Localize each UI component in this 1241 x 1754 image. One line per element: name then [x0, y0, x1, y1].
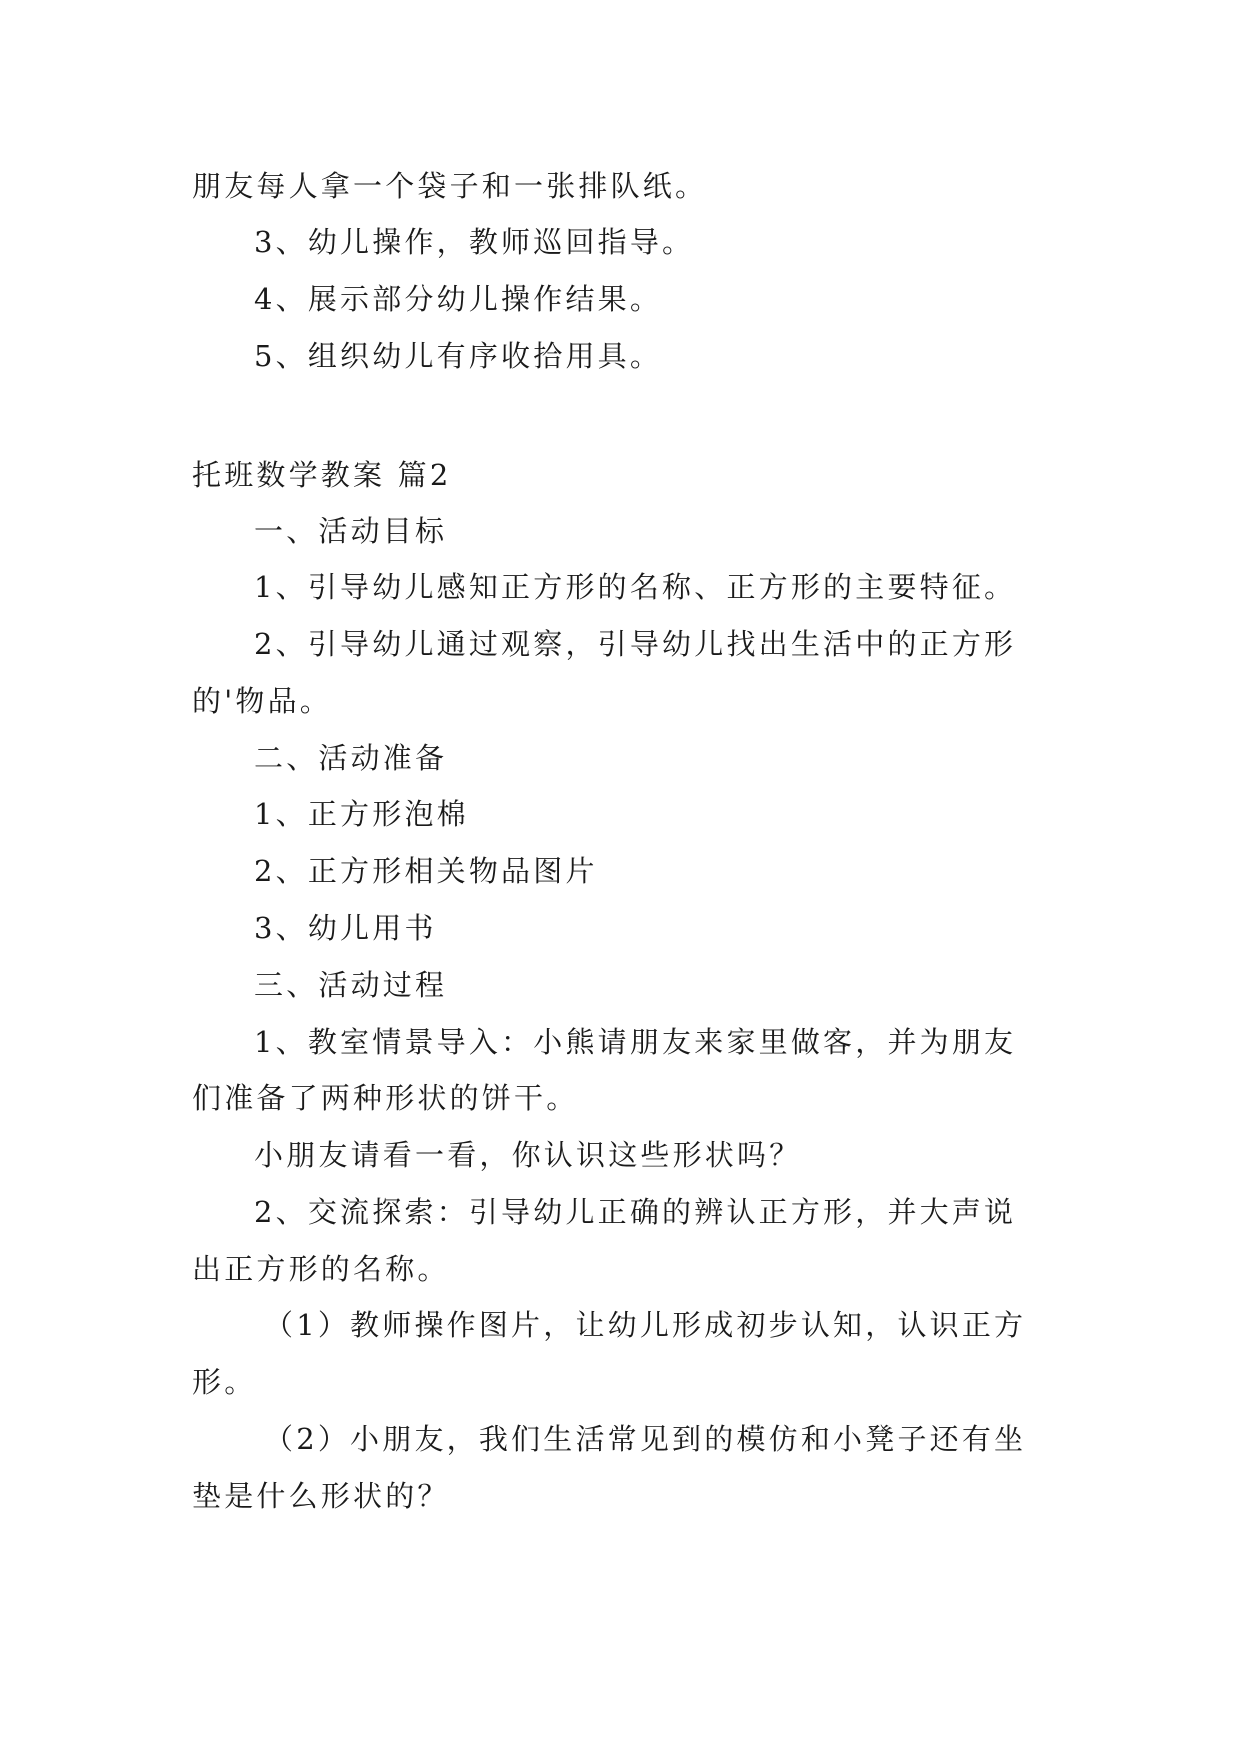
paragraph-line: （2）小朋友，我们生活常见到的模仿和小凳子还有坐 [264, 1422, 1027, 1456]
paragraph-line: 出正方形的名称。 [192, 1252, 450, 1286]
subsection-heading: 一、活动目标 [254, 514, 448, 548]
paragraph-line: 2、引导幼儿通过观察，引导幼儿找出生活中的正方形 [254, 627, 1017, 661]
paragraph-line: 1、引导幼儿感知正方形的名称、正方形的主要特征。 [254, 570, 1017, 604]
paragraph-line: 1、正方形泡棉 [254, 797, 469, 831]
paragraph-line: 小朋友请看一看，你认识这些形状吗？ [254, 1138, 802, 1172]
paragraph-line: 的'物品。 [192, 684, 332, 718]
paragraph-line: 2、正方形相关物品图片 [254, 854, 598, 888]
paragraph-line: 3、幼儿操作，教师巡回指导。 [254, 225, 695, 259]
paragraph-line: 1、教室情景导入：小熊请朋友来家里做客，并为朋友 [254, 1025, 1017, 1059]
paragraph-line: 朋友每人拿一个袋子和一张排队纸。 [192, 169, 708, 203]
paragraph-line: 3、幼儿用书 [254, 911, 437, 945]
paragraph-line: 4、展示部分幼儿操作结果。 [254, 282, 663, 316]
paragraph-line: 形。 [192, 1365, 257, 1399]
paragraph-line: （1）教师操作图片，让幼儿形成初步认知，认识正方 [264, 1308, 1027, 1342]
section-heading: 托班数学教案 篇2 [192, 458, 452, 492]
paragraph-line: 垫是什么形状的？ [192, 1479, 450, 1513]
paragraph-line: 5、组织幼儿有序收拾用具。 [254, 339, 663, 373]
paragraph-line: 们准备了两种形状的饼干。 [192, 1081, 579, 1115]
subsection-heading: 三、活动过程 [254, 968, 448, 1002]
paragraph-line: 2、交流探索：引导幼儿正确的辨认正方形，并大声说 [254, 1195, 1017, 1229]
subsection-heading: 二、活动准备 [254, 741, 448, 775]
